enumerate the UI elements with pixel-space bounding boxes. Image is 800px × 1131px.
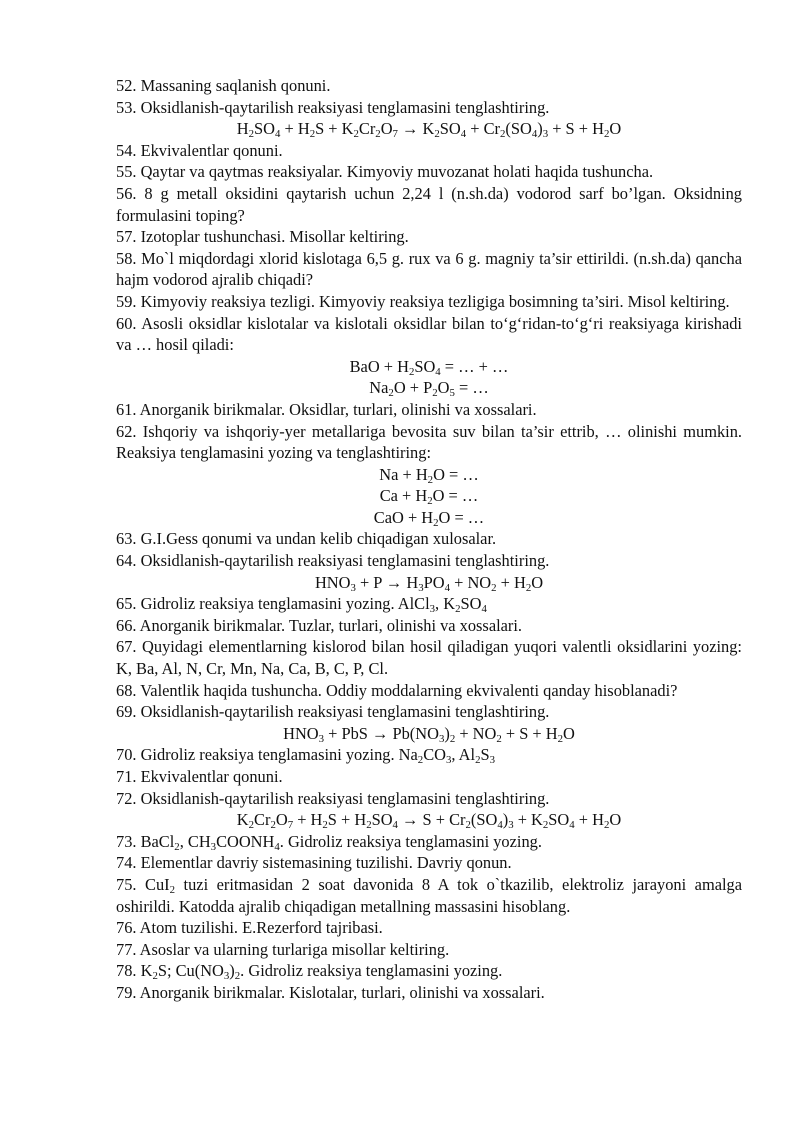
equation-line: $K_2Cr_2O_7 + H_2S + H_2SO_4 \to S + Cr_2(SO_4)_3 + K_2SO_4 + H_2O$ (236, 810, 622, 832)
equation-line: $H_2SO_4 + H_2S + K_2Cr_2O_7 \to K_2SO_4 + Cr_2(SO_4)_3 + S + H_2O$ (236, 119, 622, 141)
equation-line: CaO + $H_2O$ = … (373, 507, 485, 529)
question-text: 57. Izotoplar tushunchasi. Misollar keltiring. (116, 227, 409, 247)
equation-line: $HNO_3$ + PbS → $Pb(NO_3)_2 + NO_2 + S + H_2O$ (283, 723, 575, 745)
question-text: 65. Gidroliz reaksiya tenglamasini yozing. AlCl$_3$, $K_2SO_4$ (116, 594, 487, 616)
question-text: 60. Asosli oksidlar kislotalar va kislotali oksidlar bilan to‘g‘ridan-to‘g‘ri reaksiyaga kirishadi va … hosil qiladi: (116, 313, 742, 355)
equation-line: BaO + $H_2SO_4$ = … + … (349, 356, 509, 378)
document-page (116, 75, 742, 1004)
question-text: 78. $K_2S$; $Cu(NO_3)_2$. Gidroliz reaksiya tenglamasini yozing. (116, 961, 503, 983)
question-text: 74. Elementlar davriy sistemasining tuzilishi. Davriy qonun. (116, 853, 512, 873)
question-text: 59. Kimyoviy reaksiya tezligi. Kimyoviy reaksiya tezligiga bosimning ta’siri. Misol keltiring. (116, 291, 730, 311)
question-text: 71. Ekvivalentlar qonuni. (116, 767, 283, 786)
question-text: 52. Massaning saqlanish qonuni. (116, 76, 331, 95)
question-text: 72. Oksidlanish-qaytarilish reaksiyasi tenglamasini tenglashtiring. (116, 788, 550, 808)
question-text: 61. Anorganik birikmalar. Oksidlar, turlari, olinishi va xossalari. (116, 399, 537, 419)
equation-line: $Na + H_2O$ = … (379, 464, 479, 486)
question-text: 69. Oksidlanish-qaytarilish reaksiyasi tenglamasini tenglashtiring. (116, 702, 550, 722)
question-text: 66. Anorganik birikmalar. Tuzlar, turlari, olinishi va xossalari. (116, 615, 523, 635)
question-text: 76. Atom tuzilishi. E.Rezerford tajribasi. (116, 918, 383, 938)
question-text: 63. G.I.Gess qonumi va undan kelib chiqadigan xulosalar. (116, 529, 497, 549)
question-text: 77. Asoslar va ularning turlariga misollar keltiring. (116, 939, 450, 959)
question-text: 55. Qaytar va qaytmas reaksiyalar. Kimyoviy muvozanat holati haqida tushuncha. (116, 162, 654, 182)
question-text: 68. Valentlik haqida tushuncha. Oddiy moddalarning ekvivalenti qanday hisoblanadi? (116, 680, 678, 700)
equation-line: $Na_2O + P_2O_5$ = … (369, 378, 489, 400)
question-text: 67. Quyidagi elementlarning kislorod bilan hosil qiladigan yuqori valentli oksidlarini yozing: K, Ba, Al, N, Cr, Mn, Na, Ca, B, C, P, Cl. (116, 637, 742, 679)
question-text: 53. Oksidlanish-qaytarilish reaksiyasi tenglamasini tenglashtiring. (116, 97, 550, 117)
question-text: 79. Anorganik birikmalar. Kislotalar, turlari, olinishi va xossalari. (116, 982, 545, 1002)
question-text: 54. Ekvivalentlar qonuni. (116, 140, 283, 160)
question-text: 58. Mo`l miqdordagi xlorid kislotaga 6,5 g. rux va 6 g. magniy ta’sir ettirildi. (n.sh.da) qancha hajm vodorod ajralib chiqadi? (116, 248, 742, 290)
equation-line: $Ca + H_2O$ = … (379, 486, 479, 508)
equation-line: $HNO_3 + P \to H_3PO_4 + NO_2 + H_2O$ (314, 572, 544, 594)
question-text: 73. BaCl$_2$, $CH_3COONH_4$. Gidroliz reaksiya tenglamasini yozing. (116, 831, 542, 853)
question-text: 64. Oksidlanish-qaytarilish reaksiyasi tenglamasini tenglashtiring. (116, 551, 550, 571)
question-text: 62. Ishqoriy va ishqoriy-yer metallariga bevosita suv bilan ta’sir ettrib, … olinishi mumkin. Reaksiya tenglamasini yozing va tenglashtiring: (116, 421, 742, 463)
question-text: 75. CuI$_2$ tuzi eritmasidan 2 soat davonida 8 A tok o`tkazilib, elektroliz jarayoni amalga oshirildi. Katodda ajralib chiqadigan metallning massasini hisoblang. (116, 874, 743, 916)
question-text: 70. Gidroliz reaksiya tenglamasini yozing. $Na_2CO_3$, $Al_2S_3$ (116, 745, 495, 767)
question-text: 56. 8 g metall oksidini qaytarish uchun 2,24 l (n.sh.da) vodorod sarf bo’lgan. Oksidning formulasini toping? (116, 183, 742, 225)
